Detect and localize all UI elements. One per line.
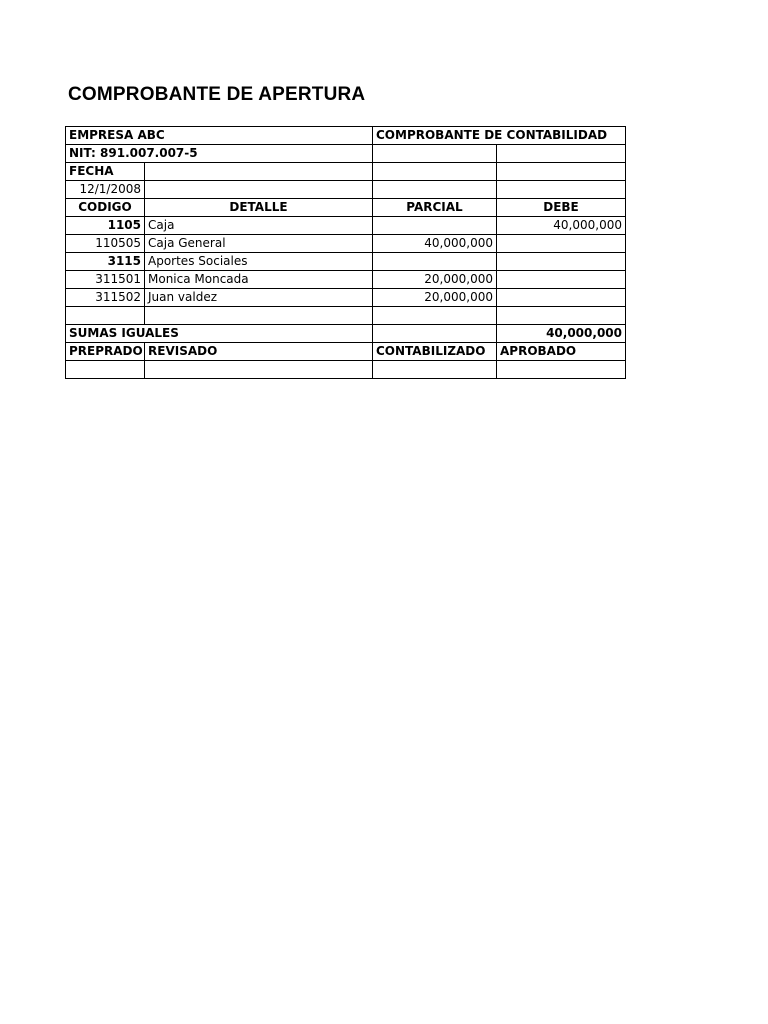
company-name: EMPRESA ABC xyxy=(66,127,145,145)
empty-cell xyxy=(145,127,373,145)
table-row xyxy=(66,235,626,253)
account-detail: Aportes Sociales xyxy=(145,253,373,271)
company-nit: NIT: 891.007.007-5 xyxy=(66,145,145,163)
empty-cell xyxy=(497,145,626,163)
document-title: COMPROBANTE DE APERTURA xyxy=(68,84,366,105)
empty-cell xyxy=(66,307,145,325)
column-header-parcial: PARCIAL xyxy=(373,199,497,217)
account-code: 110505 xyxy=(66,235,145,253)
table-row xyxy=(66,271,626,289)
table-row xyxy=(66,217,626,235)
header-row-date-value xyxy=(66,181,626,199)
blank-row xyxy=(66,307,626,325)
empty-cell xyxy=(497,163,626,181)
empty-cell xyxy=(145,307,373,325)
empty-cell xyxy=(66,361,145,379)
column-header-row xyxy=(66,199,626,217)
empty-cell xyxy=(497,181,626,199)
column-header-codigo: CODIGO xyxy=(66,199,145,217)
empty-cell xyxy=(145,163,373,181)
header-row-nit xyxy=(66,145,626,163)
empty-cell xyxy=(373,145,497,163)
debit-amount xyxy=(497,271,626,289)
partial-amount: 20,000,000 xyxy=(373,289,497,307)
empty-cell xyxy=(145,181,373,199)
account-detail: Caja xyxy=(145,217,373,235)
column-header-debe: DEBE xyxy=(497,199,626,217)
account-detail: Juan valdez xyxy=(145,289,373,307)
approved-label: APROBADO xyxy=(497,343,626,361)
account-code: 311502 xyxy=(66,289,145,307)
date-value: 12/1/2008 xyxy=(66,181,145,199)
debit-amount xyxy=(497,289,626,307)
partial-amount xyxy=(373,217,497,235)
voucher-table xyxy=(65,126,626,379)
partial-amount xyxy=(373,253,497,271)
totals-row xyxy=(66,325,626,343)
empty-cell xyxy=(373,325,497,343)
empty-cell xyxy=(497,307,626,325)
header-row-fecha xyxy=(66,163,626,181)
signature-blank-row xyxy=(66,361,626,379)
totals-debit: 40,000,000 xyxy=(497,325,626,343)
debit-amount xyxy=(497,235,626,253)
empty-cell xyxy=(373,361,497,379)
posted-label: CONTABILIZADO xyxy=(373,343,497,361)
voucher-type: COMPROBANTE DE CONTABILIDAD xyxy=(373,127,497,145)
account-code: 311501 xyxy=(66,271,145,289)
signature-label-row xyxy=(66,343,626,361)
column-header-detalle: DETALLE xyxy=(145,199,373,217)
totals-label: SUMAS IGUALES xyxy=(66,325,145,343)
empty-cell xyxy=(373,163,497,181)
account-code: 1105 xyxy=(66,217,145,235)
account-detail: Caja General xyxy=(145,235,373,253)
partial-amount: 20,000,000 xyxy=(373,271,497,289)
prepared-label: PREPRADO xyxy=(66,343,145,361)
account-detail: Monica Moncada xyxy=(145,271,373,289)
debit-amount xyxy=(497,253,626,271)
header-row-company xyxy=(66,127,626,145)
empty-cell xyxy=(497,361,626,379)
partial-amount: 40,000,000 xyxy=(373,235,497,253)
empty-cell xyxy=(373,181,497,199)
empty-cell xyxy=(145,361,373,379)
table-row xyxy=(66,253,626,271)
debit-amount: 40,000,000 xyxy=(497,217,626,235)
empty-cell xyxy=(373,307,497,325)
table-row xyxy=(66,289,626,307)
reviewed-label: REVISADO xyxy=(145,343,373,361)
date-label: FECHA xyxy=(66,163,145,181)
account-code: 3115 xyxy=(66,253,145,271)
